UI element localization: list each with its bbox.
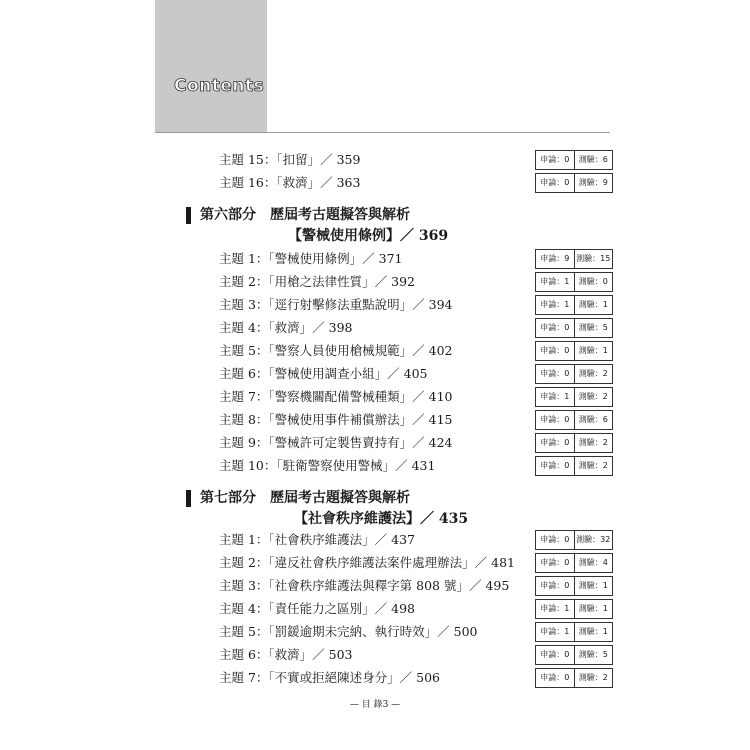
essay-count: 申論：0	[540, 581, 570, 590]
toc-entry[interactable]: 主題 5：「警察人員使用槍械規範」／ 402	[219, 343, 453, 358]
stat-box	[535, 576, 613, 596]
stat-box	[535, 318, 613, 338]
quiz-count: 測驗：6	[574, 411, 613, 429]
toc-entry[interactable]: 主題 5：「罰鍰逾期未完納、執行時效」／ 500	[219, 624, 478, 639]
toc-entry[interactable]: 主題 3：「社會秩序維護法與釋字第 808 號」／ 495	[219, 578, 510, 593]
part-heading: 第六部分 歷屆考古題擬答與解析	[200, 207, 410, 223]
part-heading: 第七部分 歷屆考古題擬答與解析	[200, 490, 410, 506]
page-number: — 目 錄3 —	[349, 700, 401, 710]
toc-entry[interactable]: 主題 16：「救濟」／ 363	[219, 175, 361, 190]
quiz-count: 測驗：6	[574, 151, 613, 169]
quiz-count: 測驗：1	[574, 623, 613, 641]
quiz-count: 測驗：1	[574, 296, 613, 314]
toc-entry[interactable]: 主題 8：「警械使用事件補償辦法」／ 415	[219, 412, 453, 427]
toc-entry[interactable]: 主題 7：「警察機關配備警械種類」／ 410	[219, 389, 453, 404]
essay-count: 申論：0	[540, 438, 570, 447]
stat-box	[535, 622, 613, 642]
essay-count: 申論：1	[540, 300, 570, 309]
essay-count: 申論：0	[540, 346, 570, 355]
stat-box	[535, 272, 613, 292]
stat-box	[535, 295, 613, 315]
toc-entry[interactable]: 主題 3：「逕行射擊修法重點說明」／ 394	[219, 297, 453, 312]
stat-box	[535, 599, 613, 619]
part-marker	[186, 207, 191, 224]
toc-entry[interactable]: 主題 2：「違反社會秩序維護法案件處理辦法」／ 481	[219, 555, 516, 570]
header-gray-block	[155, 0, 267, 132]
part-subheading: 【社會秩序維護法】／ 435	[294, 511, 469, 527]
quiz-count: 測驗：15	[574, 250, 613, 268]
contents-title: Contents	[174, 76, 265, 96]
stat-box	[535, 249, 613, 269]
stat-box	[535, 456, 613, 476]
toc-entry[interactable]: 主題 4：「責任能力之區別」／ 498	[219, 601, 416, 616]
essay-count: 申論：9	[540, 254, 570, 263]
toc-entry[interactable]: 主題 7：「不實或拒絕陳述身分」／ 506	[219, 670, 441, 685]
stat-box	[535, 387, 613, 407]
essay-count: 申論：0	[540, 369, 570, 378]
quiz-count: 測驗：9	[574, 174, 613, 192]
stat-box	[535, 341, 613, 361]
stat-box	[535, 645, 613, 665]
quiz-count: 測驗：2	[574, 365, 613, 383]
toc-entry[interactable]: 主題 4：「救濟」／ 398	[219, 320, 353, 335]
toc-entry[interactable]: 主題 6：「救濟」／ 503	[219, 647, 353, 662]
essay-count: 申論：0	[540, 558, 570, 567]
stat-box	[535, 668, 613, 688]
essay-count: 申論：1	[540, 627, 570, 636]
essay-count: 申論：0	[540, 461, 570, 470]
essay-count: 申論：0	[540, 535, 570, 544]
essay-count: 申論：0	[540, 415, 570, 424]
quiz-count: 測驗：5	[574, 319, 613, 337]
header-divider	[155, 132, 610, 133]
essay-count: 申論：1	[540, 604, 570, 613]
quiz-count: 測驗：0	[574, 273, 613, 291]
quiz-count: 測驗：2	[574, 457, 613, 475]
stat-box	[535, 173, 613, 193]
toc-entry[interactable]: 主題 2：「用槍之法律性質」／ 392	[219, 274, 416, 289]
part-marker	[186, 490, 191, 507]
essay-count: 申論：0	[540, 178, 570, 187]
quiz-count: 測驗：2	[574, 669, 613, 687]
quiz-count: 測驗：32	[574, 531, 613, 549]
stat-box	[535, 433, 613, 453]
stat-box	[535, 553, 613, 573]
part-subheading: 【警械使用條例】／ 369	[288, 228, 449, 244]
essay-count: 申論：0	[540, 155, 570, 164]
quiz-count: 測驗：1	[574, 577, 613, 595]
quiz-count: 測驗：4	[574, 554, 613, 572]
toc-entry[interactable]: 主題 6：「警械使用調查小組」／ 405	[219, 366, 428, 381]
toc-entry[interactable]: 主題 1：「警械使用條例」／ 371	[219, 251, 403, 266]
stat-box	[535, 410, 613, 430]
quiz-count: 測驗：2	[574, 388, 613, 406]
quiz-count: 測驗：5	[574, 646, 613, 664]
stat-box	[535, 364, 613, 384]
essay-count: 申論：0	[540, 323, 570, 332]
essay-count: 申論：0	[540, 673, 570, 682]
toc-entry[interactable]: 主題 1：「社會秩序維護法」／ 437	[219, 532, 416, 547]
toc-entry[interactable]: 主題 15：「扣留」／ 359	[219, 152, 361, 167]
quiz-count: 測驗：2	[574, 434, 613, 452]
essay-count: 申論：1	[540, 277, 570, 286]
toc-entry[interactable]: 主題 10：「駐衛警察使用警械」／ 431	[219, 458, 436, 473]
quiz-count: 測驗：1	[574, 342, 613, 360]
essay-count: 申論：1	[540, 392, 570, 401]
quiz-count: 測驗：1	[574, 600, 613, 618]
stat-box	[535, 530, 613, 550]
stat-box	[535, 150, 613, 170]
essay-count: 申論：0	[540, 650, 570, 659]
toc-entry[interactable]: 主題 9：「警械許可定製售賣持有」／ 424	[219, 435, 453, 450]
